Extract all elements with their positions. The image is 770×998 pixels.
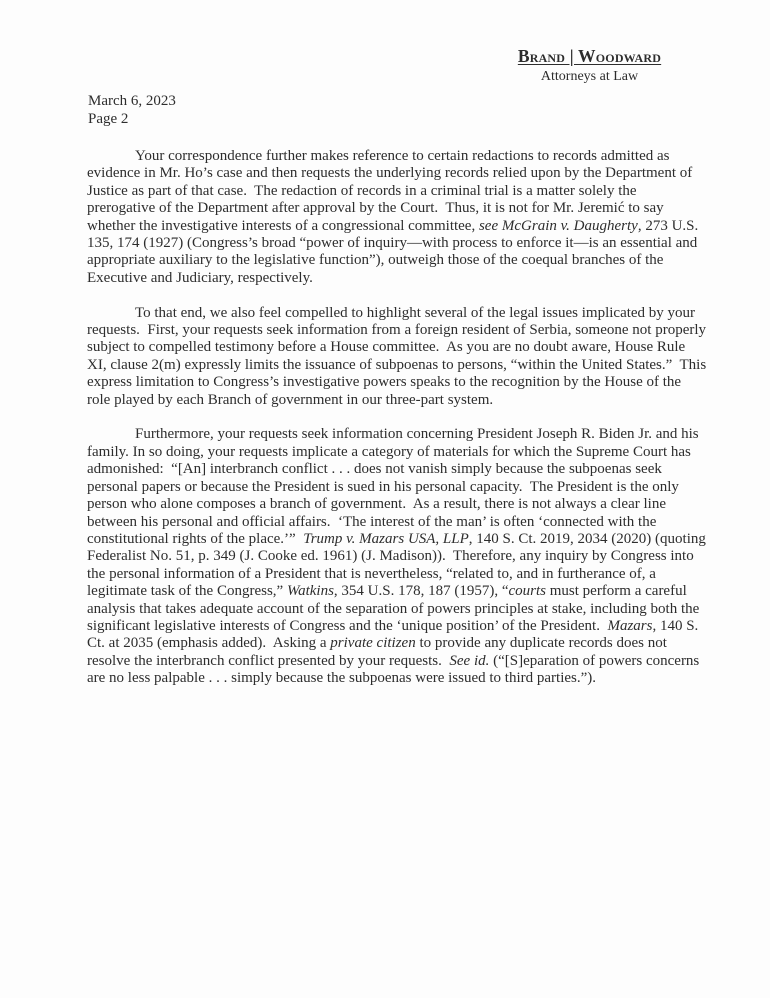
body-text: , 140 S. Ct. 2019, 2034 (2020) (quoting Federalist No. 51, p. 349 (J. Cooke ed. 1961) (J. Madison)). Therefore, any inquiry by Congress into the personal information of a President that is nevertheless, “related to, and in furtherance of, a legitimate task of the Congress,” bbox=[87, 530, 710, 600]
body-text: to provide any duplicate records does not resolve the interbranch conflict presented by your requests. bbox=[87, 635, 671, 669]
citation-text: See id. bbox=[449, 652, 490, 669]
dateline bbox=[88, 93, 176, 128]
body-text: Your correspondence further makes reference to certain redactions to records admitted as evidence in Mr. Ho’s case and then requests the underlying records relied upon by the Department of Justice as part of that case. The redaction of records in a criminal trial is a matter solely the prerogative of the Department after approval by the Court. Thus, it is not for Mr. Jeremić to say whether the investigative interests of a congressional committee, bbox=[87, 148, 696, 234]
paragraph-redactions bbox=[87, 148, 707, 287]
citation-text: see McGrain v. Daugherty bbox=[478, 217, 638, 234]
citation-text: Watkins bbox=[286, 583, 334, 600]
body-text: To that end, we also feel compelled to highlight several of the legal issues implicated by your requests. First, your requests seek information from a foreign resident of Serbia, someone not properly subject to compelled testimony before a House committee. As you are no doubt aware, House Rule XI, clause 2(m) expressly limits the issuance of subpoenas to persons, “within the United States.” This express limitation to Congress’s investigative powers speaks to the recognition by the House of the role played by each Branch of government in our three-part system. bbox=[87, 304, 710, 408]
letter-date: March 6, 2023 bbox=[88, 93, 176, 109]
citation-text: Trump v. Mazars USA, LLP bbox=[303, 530, 469, 547]
firm-name: Brand | Woodward bbox=[517, 46, 662, 66]
paragraph-legal-issues bbox=[87, 304, 710, 409]
page-number: Page 2 bbox=[88, 110, 129, 127]
letter-body bbox=[87, 148, 710, 705]
citation-text: Mazars bbox=[607, 617, 653, 634]
letterhead bbox=[487, 46, 692, 85]
body-text: , 354 U.S. 178, 187 (1957), “ bbox=[333, 583, 509, 600]
paragraph-president-materials bbox=[87, 426, 710, 687]
citation-text: courts bbox=[508, 583, 546, 600]
body-text: (“[S]eparation of powers concerns are no less palpable . . . simply because the subpoenas were issued to third parties.”). bbox=[87, 652, 704, 687]
firm-tagline: Attorneys at Law bbox=[540, 69, 639, 84]
body-text: Furthermore, your requests seek information concerning President Joseph R. Biden Jr. and his family. In so doing, your requests implicate a category of materials for which the Supreme Court has admonished: “[An] interbranch conflict . . . does not vanish simply because the subpoenas seek personal papers or because the President is sued in his personal capacity. The President is the only person who alone composes a branch of government. As a result, there is not always a clear line between his personal and official affairs. ‘The interest of the man’ is often ‘connected with the constitutional rights of the place.’” bbox=[87, 426, 703, 547]
body-text: , 140 S. Ct. at 2035 (emphasis added). Asking a bbox=[87, 617, 703, 652]
body-text: , 273 U.S. 135, 174 (1927) (Congress’s broad “power of inquiry—with process to enforce it—is an essential and appropriate auxiliary to the legislative function”), outweigh those of the coequal branches of the Executive and Judiciary, respectively. bbox=[87, 217, 702, 286]
body-text: must perform a careful analysis that takes adequate account of the separation of powers principles at stake, including both the significant legislative interests of Congress and the ‘unique position’ of the President. bbox=[87, 583, 704, 634]
citation-text: private citizen bbox=[330, 635, 416, 652]
